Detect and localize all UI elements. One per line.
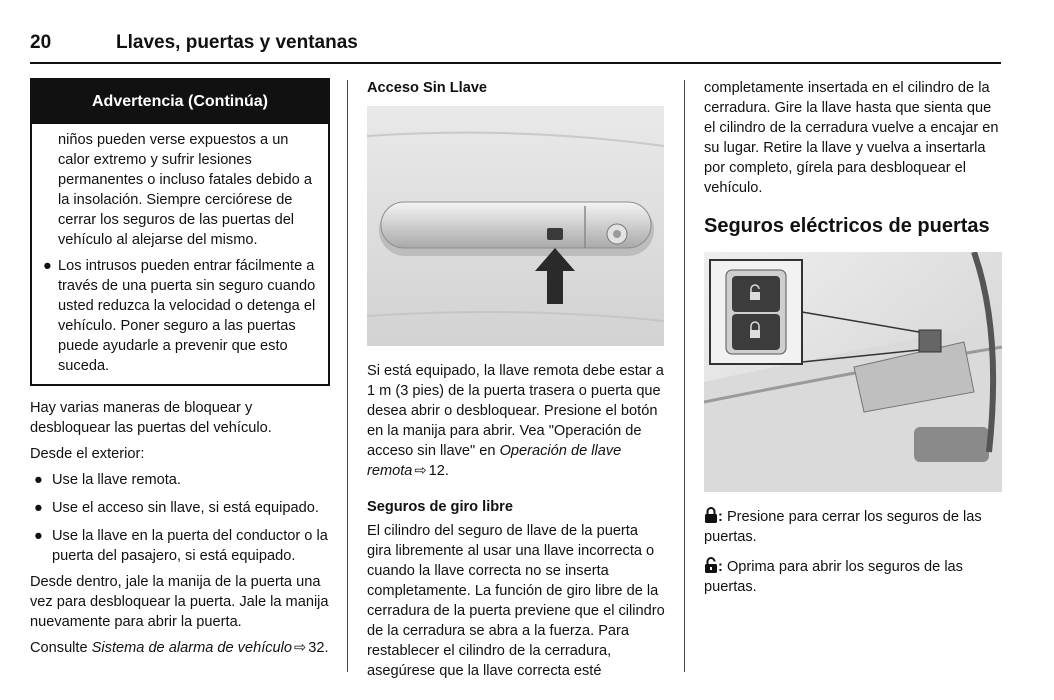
list-item (30, 498, 330, 518)
power-locks-heading: Seguros eléctricos de puertas (704, 215, 990, 237)
list-item-text: Use la llave remota. (52, 472, 181, 488)
lock-legend-text: Presione para cerrar los seguros de las puertas. (704, 509, 982, 545)
door-handle-illustration (367, 106, 664, 346)
lock-icon (704, 507, 718, 523)
bullet-icon: ● (34, 500, 43, 516)
list-item-text: Use la llave en la puerta del conductor o la puerta del pasajero, si está equipado. (52, 528, 328, 564)
bullet-icon: ● (34, 528, 43, 544)
keyless-access-heading: Acceso Sin Llave (367, 80, 488, 96)
keyless-access-paragraph (367, 361, 665, 481)
consult-prefix: Consulte (30, 640, 88, 656)
freewheel-locks-heading: Seguros de giro libre (367, 499, 513, 515)
from-inside-paragraph: Desde dentro, jale la manija de la puerta una vez para desbloquear la puerta. Jale la manija nuevamente para abrir la puerta. (30, 574, 329, 630)
column-divider (684, 80, 685, 672)
page-reference-icon: ⇨ (414, 463, 427, 479)
column-middle (367, 78, 665, 681)
warning-paragraph: niños pueden verse expuestos a un calor extremo y sufrir lesiones permanentes o incluso fatales debido a la insolación. Siempre cerciórese de cerrar los seguros de las puertas del vehículo al alejarse del mismo. (58, 132, 312, 248)
column-divider (347, 80, 348, 672)
warning-bullet (43, 256, 318, 376)
header-divider (30, 62, 1001, 64)
column-left (30, 78, 330, 658)
unlock-icon (704, 557, 718, 573)
list-item (30, 526, 330, 566)
list-item (30, 470, 330, 490)
from-outside-label: Desde el exterior: (30, 446, 145, 462)
keyless-access-text: Si está equipado, la llave remota debe estar a 1 m (3 pies) de la puerta trasera o puerta que desea abrir o desbloquear. Presione el botón en la manija para abrir. Vea "Operación de acceso sin llave" en (367, 363, 664, 459)
bullet-icon: ● (43, 258, 52, 274)
unlock-legend: : Oprima para abrir los seguros de las puertas. (704, 559, 963, 595)
column-right (704, 78, 1002, 597)
intro-paragraph: Hay varias maneras de bloquear y desbloquear las puertas del vehículo. (30, 400, 272, 436)
lock-legend: : Presione para cerrar los seguros de las puertas. (704, 509, 982, 545)
unlock-legend-text: Oprima para abrir los seguros de las puertas. (704, 559, 963, 595)
warning-title: Advertencia (Continúa) (32, 80, 328, 124)
freewheel-locks-paragraph: El cilindro del seguro de llave de la puerta gira libremente al usar una llave incorrecta o cuando la llave correcta no se inserta completamente. La función de giro libre de la cerradura de la puerta previene que el cilindro de la cerradura se abra a la fuerza. Para restablecer el cilindro de la cerradura, asegúrese que la llave correcta esté (367, 523, 665, 679)
warning-body (32, 124, 328, 384)
page-number: 20 (30, 32, 52, 53)
bullet-icon: ● (34, 472, 43, 488)
warning-bullet-text: Los intrusos pueden entrar fácilmente a través de una puerta sin seguro cuando usted reduzca la velocidad o detenga el vehículo. Poner seguro a las puertas puede ayudarle a prevenir que esto suceda. (58, 258, 316, 374)
page-reference-icon: ⇨ (294, 640, 307, 656)
page-header (30, 32, 1001, 62)
list-item-text: Use el acceso sin llave, si está equipado. (52, 500, 319, 516)
outside-methods-list (30, 470, 330, 566)
page-reference: 12. (428, 463, 449, 479)
warning-box (30, 78, 330, 386)
continued-paragraph: completamente insertada en el cilindro de la cerradura. Gire la llave hasta que sienta que el cilindro de la cerradura vuelve a encajar en su lugar. Retire la llave y vuelva a insertarla por completo, gírela para desbloquear el vehículo. (704, 80, 999, 196)
cross-reference-link[interactable]: Sistema de alarma de vehículo (91, 640, 293, 656)
power-lock-switch-illustration (704, 252, 1002, 492)
cross-reference-link[interactable]: Operación de llave remota (367, 443, 622, 479)
page-reference: 32. (308, 640, 329, 656)
consult-line (30, 638, 330, 658)
section-title: Llaves, puertas y ventanas (116, 32, 358, 53)
